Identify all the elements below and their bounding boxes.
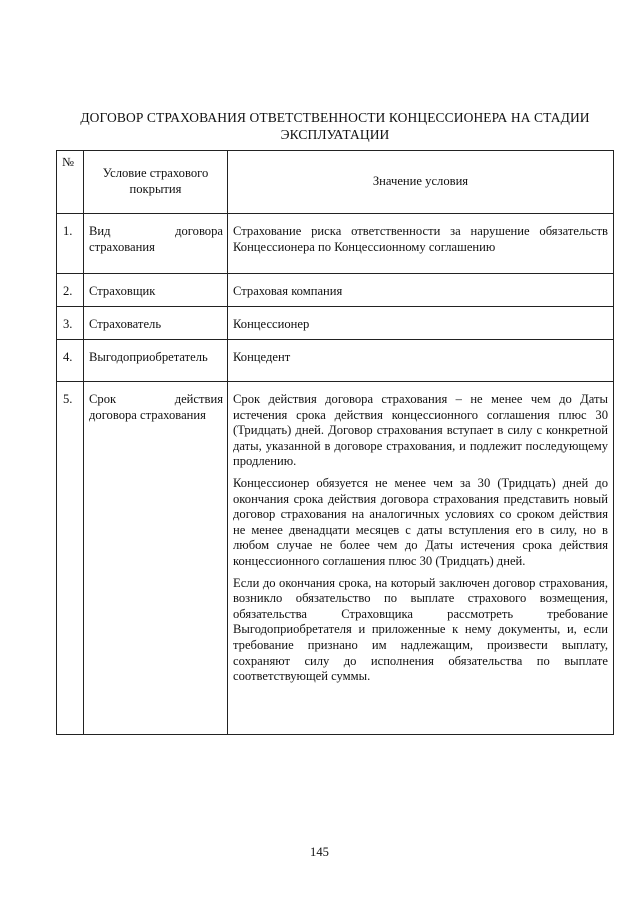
table-row: [57, 382, 614, 735]
header-number: №: [57, 151, 84, 214]
row-number: 3.: [57, 307, 84, 340]
row-condition: Страховщик: [84, 274, 228, 307]
row-number: 2.: [57, 274, 84, 307]
header-value: Значение условия: [228, 151, 614, 214]
value-paragraph: Если до окончания срока, на который заключен договор страхования, возникло обязательство по выплате страхового возмещения, обязательства Страховщика рассмотреть требование Выгодоприобретателя и приложенные к нему документы, и, если требование признано им надлежащим, произвести выплату, сохраняют силу до исполнения обязательства по выплате соответствующей суммы.: [233, 575, 608, 684]
title-line-2: ЭКСПЛУАТАЦИИ: [280, 127, 390, 142]
table-row: [57, 214, 614, 274]
table-header-row: [57, 151, 614, 214]
header-condition: Условие страхового покрытия: [84, 151, 228, 214]
row-value: Страховая компания: [228, 274, 614, 307]
table-row: [57, 340, 614, 382]
row-condition: [84, 214, 228, 274]
value-paragraph: Концессионер обязуется не менее чем за 30 (Тридцать) дней до окончания срока действия договора страхования представить новый договор страхования на аналогичных условиях со сроком действия не менее двенадцати месяцев с даты вступления его в силу, но в любом случае не более чем до Даты истечения срока действия концессионного соглашения плюс 30 (Тридцать) дней.: [233, 475, 608, 568]
value-paragraph: Срок действия договора страхования – не менее чем до Даты истечения срока действия концессионного соглашения плюс 30 (Тридцать) дней. Договор страхования вступает в силу с конкретной даты, указанной в договоре страхования, и подлежит последующему продлению.: [233, 392, 608, 469]
condition-word-2: договора: [175, 224, 223, 238]
title-line-1: ДОГОВОР СТРАХОВАНИЯ ОТВЕТСТВЕННОСТИ КОНЦЕССИОНЕРА НА СТАДИИ: [80, 110, 590, 125]
row-number: 5.: [57, 382, 84, 735]
row-condition: [84, 382, 228, 735]
row-value: [228, 382, 614, 735]
table-row: [57, 307, 614, 340]
row-value: Концедент: [228, 340, 614, 382]
row-condition: Выгодоприобретатель: [84, 340, 228, 382]
document-title: [56, 109, 614, 143]
row-condition: Страхователь: [84, 307, 228, 340]
condition-line-2: страхования: [89, 239, 155, 254]
row-value: Страхование риска ответственности за нарушение обязательств Концессионера по Концессионному соглашению: [228, 214, 614, 274]
page-number: 145: [310, 845, 329, 859]
table-row: [57, 274, 614, 307]
row-number: 4.: [57, 340, 84, 382]
condition-word-1: Срок: [89, 392, 117, 406]
condition-word-2: действия: [174, 392, 223, 406]
condition-word-1: Вид: [89, 224, 111, 238]
insurance-conditions-table: [56, 150, 614, 735]
condition-line-2: договора страхования: [89, 407, 206, 422]
row-value: Концессионер: [228, 307, 614, 340]
row-number: 1.: [57, 214, 84, 274]
